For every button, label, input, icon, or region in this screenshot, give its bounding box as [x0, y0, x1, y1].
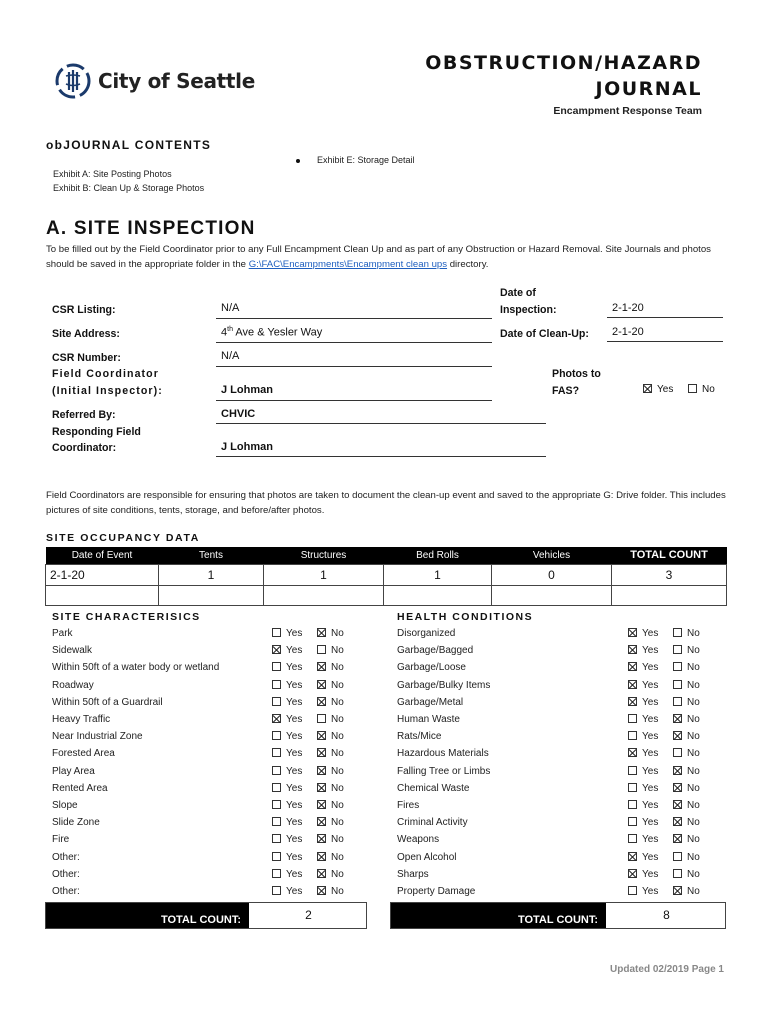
checkbox-checked-icon[interactable] — [317, 748, 326, 757]
column-header: Tents — [159, 547, 264, 564]
structures-cell[interactable]: 1 — [264, 564, 384, 585]
checkbox-empty-icon[interactable] — [272, 697, 281, 706]
checkbox-checked-icon[interactable] — [643, 384, 652, 393]
checkbox-empty-icon[interactable] — [673, 748, 682, 757]
health-condition-row-label: Human Waste — [397, 714, 460, 725]
site-characteristic-no-option[interactable]: No — [317, 748, 344, 759]
referred-by-value[interactable]: CHVIC — [221, 408, 256, 420]
site-characteristic-row-label: Other: — [52, 886, 80, 897]
checkbox-empty-icon[interactable] — [317, 645, 326, 654]
checkbox-empty-icon[interactable] — [628, 886, 637, 895]
event-date-cell[interactable]: 2-1-20 — [46, 564, 159, 585]
photos-yes-option[interactable]: Yes — [643, 384, 673, 395]
cleanup-date-value[interactable]: 2-1-20 — [612, 326, 644, 338]
health-condition-row-label: Chemical Waste — [397, 782, 470, 794]
contents-item: Exhibit A: Site Posting Photos — [53, 169, 172, 179]
site-characteristic-no-option[interactable]: No — [317, 766, 344, 777]
checkbox-empty-icon[interactable] — [272, 869, 281, 878]
site-characteristic-row — [52, 852, 357, 869]
health-condition-row-label: Sharps — [397, 868, 429, 880]
column-header: Structures — [264, 547, 384, 564]
csr-number-value[interactable]: N/A — [221, 350, 240, 362]
field-coordinator-value[interactable]: J Lohman — [221, 384, 273, 396]
checkbox-empty-icon[interactable] — [628, 834, 637, 843]
site-characteristic-no-option[interactable]: No — [317, 645, 344, 656]
column-header-total: TOTAL COUNT — [612, 547, 727, 564]
vehicles-cell[interactable]: 0 — [492, 564, 612, 585]
site-characteristic-yes-option[interactable]: Yes — [272, 886, 302, 897]
checkbox-empty-icon[interactable] — [628, 800, 637, 809]
health-condition-row — [397, 680, 713, 697]
field-coordinator-label: Field Coordinator — [52, 368, 159, 380]
health-condition-yes-option[interactable]: Yes — [628, 834, 658, 845]
site-characteristic-row-label: Within 50ft of a water body or wetland — [52, 662, 220, 674]
health-condition-no-option[interactable]: No — [673, 697, 700, 708]
health-condition-row — [397, 766, 713, 783]
column-header: Date of Event — [46, 547, 159, 564]
site-characteristic-yes-option[interactable]: Yes — [272, 680, 302, 691]
site-characteristic-row — [52, 800, 357, 817]
inspection-date-value[interactable]: 2-1-20 — [612, 302, 644, 314]
contents-bullet-item: Exhibit E: Storage Detail — [296, 155, 415, 165]
health-condition-yes-option[interactable]: Yes — [628, 869, 658, 880]
health-condition-row — [397, 628, 713, 645]
csr-listing-label: CSR Listing: — [52, 304, 116, 316]
checkbox-checked-icon[interactable] — [673, 817, 682, 826]
health-condition-row — [397, 783, 713, 800]
health-condition-row — [397, 748, 713, 765]
site-characteristic-row-label: Other: — [52, 868, 80, 880]
city-seal-icon — [54, 62, 92, 100]
total-count-cell[interactable]: 3 — [612, 564, 727, 585]
health-condition-row-label: Open Alcohol — [397, 851, 457, 863]
site-characteristics-heading: SITE CHARACTERISICS — [52, 611, 201, 623]
checkbox-checked-icon[interactable] — [317, 628, 326, 637]
occupancy-heading: SITE OCCUPANCY DATA — [46, 532, 200, 544]
checkbox-checked-icon[interactable] — [628, 680, 637, 689]
health-condition-no-option[interactable]: No — [673, 662, 700, 673]
checkbox-empty-icon[interactable] — [272, 783, 281, 792]
site-characteristic-row-label: Forested Area — [52, 748, 115, 760]
site-characteristic-yes-option[interactable]: Yes — [272, 783, 302, 794]
health-condition-row — [397, 886, 713, 903]
document-title: OBSTRUCTION/HAZARD JOURNAL — [425, 52, 702, 100]
health-condition-no-option[interactable]: No — [673, 748, 700, 759]
initial-inspector-label: (Initial Inspector): — [52, 385, 163, 397]
table-row — [46, 564, 727, 585]
site-characteristic-row-label: Park — [52, 628, 73, 639]
site-characteristic-row-label: Rented Area — [52, 782, 108, 794]
site-characteristic-row — [52, 834, 357, 851]
health-condition-yes-option[interactable]: Yes — [628, 852, 658, 863]
checkbox-checked-icon[interactable] — [628, 852, 637, 861]
checkbox-checked-icon[interactable] — [317, 680, 326, 689]
photos-fas-label: FAS? — [552, 385, 580, 397]
health-condition-yes-option[interactable]: Yes — [628, 645, 658, 656]
health-condition-row — [397, 645, 713, 662]
health-condition-yes-option[interactable]: Yes — [628, 800, 658, 811]
checkbox-empty-icon[interactable] — [272, 834, 281, 843]
checkbox-empty-icon[interactable] — [272, 731, 281, 740]
folder-path-link[interactable]: G:\FAC\Encampments\Encampment clean ups — [248, 259, 448, 270]
site-characteristic-row — [52, 662, 357, 679]
health-condition-row-label: Property Damage — [397, 886, 476, 897]
site-characteristic-no-option[interactable]: No — [317, 697, 344, 708]
inspection-label: Inspection: — [500, 304, 557, 316]
section-a-heading: A. SITE INSPECTION — [46, 218, 256, 239]
site-characteristic-yes-option[interactable]: Yes — [272, 662, 302, 673]
photos-label: Photos to — [552, 368, 601, 380]
site-characteristic-no-option[interactable]: No — [317, 852, 344, 863]
checkbox-checked-icon[interactable] — [673, 834, 682, 843]
checkbox-empty-icon[interactable] — [272, 662, 281, 671]
csr-number-label: CSR Number: — [52, 352, 121, 364]
referred-by-label: Referred By: — [52, 409, 116, 421]
health-condition-yes-option[interactable]: Yes — [628, 886, 658, 897]
checkbox-checked-icon[interactable] — [673, 766, 682, 775]
checkbox-checked-icon[interactable] — [317, 834, 326, 843]
checkbox-empty-icon[interactable] — [272, 852, 281, 861]
site-characteristic-row-label: Slide Zone — [52, 817, 100, 829]
site-total-label: TOTAL COUNT: — [46, 903, 249, 928]
site-characteristic-yes-option[interactable]: Yes — [272, 834, 302, 845]
health-condition-row-label: Criminal Activity — [397, 817, 468, 829]
checkbox-checked-icon[interactable] — [317, 697, 326, 706]
site-characteristic-row — [52, 886, 357, 903]
site-characteristic-row — [52, 628, 357, 645]
site-characteristic-no-option[interactable]: No — [317, 731, 344, 742]
health-condition-row-label: Rats/Mice — [397, 731, 442, 743]
site-address-value[interactable]: 4th Ave & Yesler Way — [221, 326, 323, 339]
site-characteristic-yes-option[interactable]: Yes — [272, 697, 302, 708]
page-footer: Updated 02/2019 Page 1 — [610, 964, 724, 975]
checkbox-empty-icon[interactable] — [688, 384, 697, 393]
checkbox-checked-icon[interactable] — [673, 714, 682, 723]
document-subtitle: Encampment Response Team — [553, 105, 702, 117]
health-condition-no-option[interactable]: No — [673, 628, 700, 639]
site-characteristic-row-label: Other: — [52, 851, 80, 863]
health-condition-row — [397, 834, 713, 851]
health-condition-no-option[interactable]: No — [673, 800, 700, 811]
health-condition-no-option[interactable]: No — [673, 680, 700, 691]
site-characteristic-no-option[interactable]: No — [317, 817, 344, 828]
checkbox-checked-icon[interactable] — [317, 869, 326, 878]
checkbox-checked-icon[interactable] — [628, 662, 637, 671]
health-condition-no-option[interactable]: No — [673, 766, 700, 777]
health-condition-row — [397, 662, 713, 679]
health-condition-no-option[interactable]: No — [673, 731, 700, 742]
city-logo — [54, 62, 255, 100]
site-characteristic-no-option[interactable]: No — [317, 800, 344, 811]
site-characteristic-row-label: Play Area — [52, 765, 95, 777]
checkbox-empty-icon[interactable] — [272, 628, 281, 637]
checkbox-checked-icon[interactable] — [317, 817, 326, 826]
checkbox-checked-icon[interactable] — [673, 886, 682, 895]
health-condition-row-label: Weapons — [397, 834, 440, 846]
site-characteristic-yes-option[interactable]: Yes — [272, 817, 302, 828]
checkbox-empty-icon[interactable] — [272, 766, 281, 775]
health-condition-row-label: Hazardous Materials — [397, 748, 489, 760]
checkbox-checked-icon[interactable] — [317, 731, 326, 740]
checkbox-checked-icon[interactable] — [317, 662, 326, 671]
site-characteristic-yes-option[interactable]: Yes — [272, 714, 302, 725]
responding-coordinator-value[interactable]: J Lohman — [221, 441, 273, 453]
checkbox-empty-icon[interactable] — [272, 886, 281, 895]
checkbox-checked-icon[interactable] — [628, 697, 637, 706]
checkbox-empty-icon[interactable] — [673, 628, 682, 637]
column-header: Vehicles — [492, 547, 612, 564]
checkbox-empty-icon[interactable] — [272, 817, 281, 826]
checkbox-empty-icon[interactable] — [673, 662, 682, 671]
health-condition-row — [397, 697, 713, 714]
checkbox-checked-icon[interactable] — [628, 748, 637, 757]
column-header: Bed Rolls — [384, 547, 492, 564]
checkbox-checked-icon[interactable] — [272, 714, 281, 723]
health-condition-row — [397, 869, 713, 886]
health-conditions-heading: HEALTH CONDITIONS — [397, 611, 534, 623]
site-characteristic-yes-option[interactable]: Yes — [272, 731, 302, 742]
site-characteristic-yes-option[interactable]: Yes — [272, 800, 302, 811]
health-condition-row — [397, 852, 713, 869]
health-condition-row-label: Disorganized — [397, 628, 456, 639]
health-condition-row-label: Garbage/Bagged — [397, 645, 474, 657]
photos-no-option[interactable]: No — [688, 384, 715, 395]
health-condition-no-option[interactable]: No — [673, 852, 700, 863]
site-characteristic-row — [52, 869, 357, 886]
bed-rolls-cell[interactable]: 1 — [384, 564, 492, 585]
site-characteristic-row-label: Sidewalk — [52, 645, 93, 657]
site-characteristic-no-option[interactable]: No — [317, 886, 344, 897]
occupancy-table — [45, 547, 727, 606]
health-condition-row-label: Garbage/Loose — [397, 662, 466, 674]
site-characteristic-row-label: Near Industrial Zone — [52, 731, 143, 743]
checkbox-checked-icon[interactable] — [628, 628, 637, 637]
site-characteristic-no-option[interactable]: No — [317, 680, 344, 691]
site-characteristic-yes-option[interactable]: Yes — [272, 766, 302, 777]
section-a-description: To be filled out by the Field Coordinator prior to any Full Encampment Clean Up and as part of any Obstruction or Hazard Removal. Site Journals and photos should be saved in the appropriate folder in the G:\FAC\Encampments\Encampment clean ups directory. — [46, 244, 711, 270]
health-condition-yes-option[interactable]: Yes — [628, 783, 658, 794]
health-condition-row-label: Garbage/Metal — [397, 696, 464, 708]
health-condition-no-option[interactable]: No — [673, 714, 700, 725]
health-condition-no-option[interactable]: No — [673, 869, 700, 880]
site-characteristic-no-option[interactable]: No — [317, 834, 344, 845]
checkbox-empty-icon[interactable] — [673, 869, 682, 878]
site-address-label: Site Address: — [52, 328, 120, 340]
health-condition-row — [397, 800, 713, 817]
health-condition-row — [397, 714, 713, 731]
checkbox-checked-icon[interactable] — [317, 800, 326, 809]
site-characteristic-row — [52, 766, 357, 783]
checkbox-empty-icon[interactable] — [272, 680, 281, 689]
health-condition-yes-option[interactable]: Yes — [628, 680, 658, 691]
checkbox-empty-icon[interactable] — [628, 731, 637, 740]
health-condition-yes-option[interactable]: Yes — [628, 766, 658, 777]
site-characteristic-row — [52, 731, 357, 748]
cleanup-date-label: Date of Clean-Up: — [500, 328, 589, 340]
checkbox-checked-icon[interactable] — [317, 783, 326, 792]
checkbox-empty-icon[interactable] — [272, 748, 281, 757]
health-condition-yes-option[interactable]: Yes — [628, 628, 658, 639]
site-characteristic-row — [52, 714, 357, 731]
site-characteristic-row-label: Fire — [52, 834, 70, 846]
health-condition-no-option[interactable]: No — [673, 783, 700, 794]
site-characteristic-yes-option[interactable]: Yes — [272, 869, 302, 880]
checkbox-empty-icon[interactable] — [628, 766, 637, 775]
health-condition-row-label: Garbage/Bulky Items — [397, 679, 491, 691]
checkbox-checked-icon[interactable] — [317, 852, 326, 861]
bullet-icon — [296, 159, 300, 163]
responding-label: Responding Field — [52, 426, 141, 438]
site-characteristic-no-option[interactable]: No — [317, 714, 344, 725]
checkbox-empty-icon[interactable] — [317, 714, 326, 723]
site-characteristic-yes-option[interactable]: Yes — [272, 852, 302, 863]
site-characteristic-row-label: Within 50ft of a Guardrail — [52, 696, 163, 708]
checkbox-empty-icon[interactable] — [628, 817, 637, 826]
site-total-value[interactable]: 2 — [305, 908, 312, 922]
checkbox-checked-icon[interactable] — [628, 645, 637, 654]
site-characteristic-row-label: Slope — [52, 800, 78, 811]
health-condition-no-option[interactable]: No — [673, 817, 700, 828]
health-condition-yes-option[interactable]: Yes — [628, 748, 658, 759]
health-condition-no-option[interactable]: No — [673, 645, 700, 656]
checkbox-empty-icon[interactable] — [673, 852, 682, 861]
health-condition-yes-option[interactable]: Yes — [628, 817, 658, 828]
health-condition-row — [397, 731, 713, 748]
site-characteristic-no-option[interactable]: No — [317, 662, 344, 673]
health-total-label: TOTAL COUNT: — [391, 903, 606, 928]
site-characteristic-row-label: Roadway — [52, 679, 94, 691]
health-condition-no-option[interactable]: No — [673, 886, 700, 897]
checkbox-checked-icon[interactable] — [673, 783, 682, 792]
checkbox-checked-icon[interactable] — [272, 645, 281, 654]
csr-listing-value[interactable]: N/A — [221, 302, 240, 314]
date-of-label: Date of — [500, 287, 536, 299]
site-characteristic-row — [52, 748, 357, 765]
health-condition-row-label: Falling Tree or Limbs — [397, 765, 491, 777]
health-condition-row-label: Fires — [397, 800, 420, 811]
checkbox-checked-icon[interactable] — [317, 766, 326, 775]
site-characteristic-row — [52, 783, 357, 800]
checkbox-checked-icon[interactable] — [317, 886, 326, 895]
health-condition-yes-option[interactable]: Yes — [628, 697, 658, 708]
table-row — [46, 585, 727, 605]
checkbox-checked-icon[interactable] — [628, 869, 637, 878]
site-characteristic-yes-option[interactable]: Yes — [272, 645, 302, 656]
site-characteristic-row — [52, 680, 357, 697]
checkbox-empty-icon[interactable] — [628, 714, 637, 723]
contents-heading: obJOURNAL CONTENTS — [46, 138, 212, 152]
field-coordinator-note: Field Coordinators are responsible for ensuring that photos are taken to document the clean-up event and saved to the appropriate G: Drive folder. This includes pictures of site conditions, tents, storage, and before/after photos. — [46, 490, 726, 516]
tents-cell[interactable]: 1 — [159, 564, 264, 585]
health-total-box — [390, 902, 726, 929]
site-characteristic-row — [52, 645, 357, 662]
site-characteristic-no-option[interactable]: No — [317, 869, 344, 880]
responding-coordinator-label: Coordinator: — [52, 442, 117, 454]
checkbox-empty-icon[interactable] — [673, 680, 682, 689]
contents-list — [53, 167, 204, 195]
checkbox-empty-icon[interactable] — [673, 697, 682, 706]
contents-item: Exhibit B: Clean Up & Storage Photos — [53, 183, 205, 193]
checkbox-checked-icon[interactable] — [673, 731, 682, 740]
checkbox-checked-icon[interactable] — [673, 800, 682, 809]
site-characteristic-no-option[interactable]: No — [317, 628, 344, 639]
checkbox-empty-icon[interactable] — [272, 800, 281, 809]
logo-text: City of Seattle — [98, 69, 256, 93]
site-characteristic-row — [52, 817, 357, 834]
health-total-value[interactable]: 8 — [663, 908, 670, 922]
health-condition-yes-option[interactable]: Yes — [628, 662, 658, 673]
site-characteristic-row — [52, 697, 357, 714]
site-characteristic-yes-option[interactable]: Yes — [272, 748, 302, 759]
checkbox-empty-icon[interactable] — [628, 783, 637, 792]
site-characteristic-yes-option[interactable]: Yes — [272, 628, 302, 639]
health-condition-no-option[interactable]: No — [673, 834, 700, 845]
checkbox-empty-icon[interactable] — [673, 645, 682, 654]
site-total-box — [45, 902, 367, 929]
site-characteristic-no-option[interactable]: No — [317, 783, 344, 794]
site-characteristic-row-label: Heavy Traffic — [52, 714, 111, 725]
health-condition-yes-option[interactable]: Yes — [628, 714, 658, 725]
health-condition-row — [397, 817, 713, 834]
health-condition-yes-option[interactable]: Yes — [628, 731, 658, 742]
